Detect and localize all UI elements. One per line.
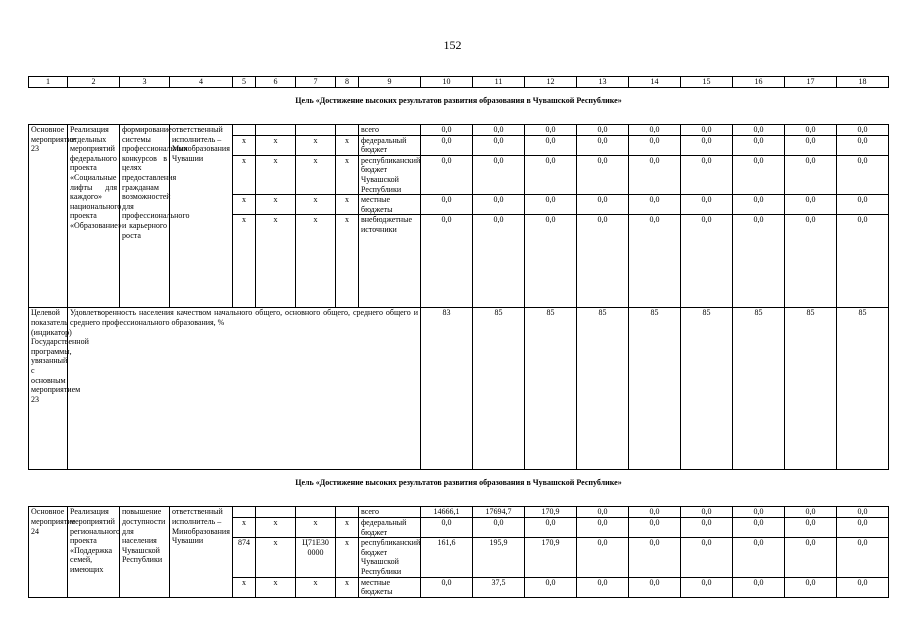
budget-code: x bbox=[296, 195, 336, 215]
funding-value: 0,0 bbox=[525, 155, 577, 194]
indicator-row bbox=[29, 308, 889, 470]
budget-code: x bbox=[336, 135, 359, 155]
column-number: 9 bbox=[359, 77, 421, 88]
funding-value: 14666,1 bbox=[421, 507, 473, 518]
funding-value: 0,0 bbox=[681, 538, 733, 577]
funding-source: республиканский бюджет Чувашской Республики bbox=[359, 155, 421, 194]
budget-code bbox=[336, 507, 359, 518]
funding-value: 0,0 bbox=[629, 215, 681, 308]
goal-row-2 bbox=[29, 470, 889, 499]
budget-code: x bbox=[233, 215, 256, 308]
funding-source: федеральный бюджет bbox=[359, 135, 421, 155]
budget-code: x bbox=[256, 135, 296, 155]
column-number: 3 bbox=[120, 77, 170, 88]
budget-code: x bbox=[256, 577, 296, 597]
funding-value: 0,0 bbox=[837, 135, 889, 155]
budget-code: x bbox=[296, 135, 336, 155]
funding-value: 0,0 bbox=[681, 195, 733, 215]
funding-value: 0,0 bbox=[421, 135, 473, 155]
column-number: 1 bbox=[29, 77, 68, 88]
funding-value: 0,0 bbox=[837, 215, 889, 308]
funding-value: 0,0 bbox=[785, 135, 837, 155]
funding-value: 0,0 bbox=[733, 538, 785, 577]
budget-code bbox=[296, 507, 336, 518]
budget-code: x bbox=[256, 155, 296, 194]
funding-value: 0,0 bbox=[837, 517, 889, 537]
indicator-value: 85 bbox=[525, 308, 577, 470]
column-number: 7 bbox=[296, 77, 336, 88]
funding-value: 0,0 bbox=[785, 507, 837, 518]
funding-value: 0,0 bbox=[681, 517, 733, 537]
budget-code bbox=[233, 507, 256, 518]
funding-value: 0,0 bbox=[629, 538, 681, 577]
funding-value: 0,0 bbox=[785, 517, 837, 537]
funding-value: 0,0 bbox=[629, 155, 681, 194]
funding-value: 0,0 bbox=[837, 577, 889, 597]
funding-value: 0,0 bbox=[733, 577, 785, 597]
budget-code: x bbox=[336, 195, 359, 215]
funding-value: 0,0 bbox=[837, 538, 889, 577]
funding-value: 0,0 bbox=[525, 125, 577, 136]
funding-value: 0,0 bbox=[681, 135, 733, 155]
funding-source: всего bbox=[359, 507, 421, 518]
budget-code: x bbox=[256, 215, 296, 308]
page-number: 152 bbox=[443, 38, 462, 52]
funding-value: 0,0 bbox=[577, 195, 629, 215]
funding-value: 0,0 bbox=[733, 135, 785, 155]
funding-value: 0,0 bbox=[733, 125, 785, 136]
column-number: 11 bbox=[473, 77, 525, 88]
funding-value: 0,0 bbox=[837, 155, 889, 194]
funding-source: всего bbox=[359, 125, 421, 136]
measure-purpose: повышение доступности для населения Чувашской Республики bbox=[120, 507, 170, 597]
column-number: 2 bbox=[68, 77, 120, 88]
budget-code bbox=[233, 125, 256, 136]
column-number: 10 bbox=[421, 77, 473, 88]
measure-name: Основное мероприятие 24 bbox=[29, 507, 68, 597]
budget-code: x bbox=[233, 517, 256, 537]
goal-row-1 bbox=[29, 88, 889, 117]
responsible-executor: ответственный исполнитель – Минобразования Чувашии bbox=[170, 125, 233, 308]
funding-value: 0,0 bbox=[681, 125, 733, 136]
funding-source: республиканский бюджет Чувашской Республики bbox=[359, 538, 421, 577]
funding-value: 0,0 bbox=[785, 155, 837, 194]
funding-value: 0,0 bbox=[473, 135, 525, 155]
measure-title: Реализация мероприятий регионального проекта «Поддержка семей, имеющих bbox=[68, 507, 120, 597]
column-number: 12 bbox=[525, 77, 577, 88]
column-number: 16 bbox=[733, 77, 785, 88]
funding-value: 170,9 bbox=[525, 538, 577, 577]
goal-title-2: Цель «Достижение высоких результатов развития образования в Чувашской Республике» bbox=[295, 478, 622, 488]
funding-value: 17694,7 bbox=[473, 507, 525, 518]
funding-value: 0,0 bbox=[837, 125, 889, 136]
funding-value: 161,6 bbox=[421, 538, 473, 577]
indicator-value: 85 bbox=[837, 308, 889, 470]
budget-code: Ц71Е30 0000 bbox=[296, 538, 336, 577]
funding-value: 0,0 bbox=[785, 125, 837, 136]
funding-value: 0,0 bbox=[681, 507, 733, 518]
budget-code bbox=[256, 507, 296, 518]
funding-value: 0,0 bbox=[525, 135, 577, 155]
funding-value: 0,0 bbox=[473, 155, 525, 194]
funding-value: 0,0 bbox=[421, 195, 473, 215]
funding-value: 0,0 bbox=[525, 215, 577, 308]
measure-purpose: формирование системы профессиональных конкурсов в целях предоставления гражданам возможностей для профессионального и карьерного роста bbox=[120, 125, 170, 308]
funding-value: 0,0 bbox=[785, 195, 837, 215]
funding-value: 0,0 bbox=[733, 155, 785, 194]
responsible-executor: ответственный исполнитель – Минобразования Чувашии bbox=[170, 507, 233, 597]
funding-value: 0,0 bbox=[421, 577, 473, 597]
funding-value: 0,0 bbox=[785, 538, 837, 577]
budget-code bbox=[336, 125, 359, 136]
budget-code: x bbox=[336, 577, 359, 597]
column-number: 18 bbox=[837, 77, 889, 88]
budget-code: x bbox=[233, 155, 256, 194]
funding-value: 0,0 bbox=[629, 517, 681, 537]
budget-code: x bbox=[336, 538, 359, 577]
funding-value: 0,0 bbox=[837, 507, 889, 518]
funding-value: 0,0 bbox=[629, 195, 681, 215]
budget-row bbox=[29, 507, 889, 518]
funding-value: 0,0 bbox=[733, 215, 785, 308]
indicator-value: 85 bbox=[577, 308, 629, 470]
funding-source: внебюджетные источники bbox=[359, 215, 421, 308]
column-number: 13 bbox=[577, 77, 629, 88]
funding-value: 0,0 bbox=[577, 577, 629, 597]
budget-code: x bbox=[296, 215, 336, 308]
funding-value: 0,0 bbox=[629, 135, 681, 155]
budget-code: x bbox=[233, 135, 256, 155]
funding-source: местные бюджеты bbox=[359, 195, 421, 215]
funding-value: 0,0 bbox=[681, 215, 733, 308]
funding-value: 0,0 bbox=[785, 215, 837, 308]
budget-code bbox=[296, 125, 336, 136]
funding-value: 0,0 bbox=[577, 538, 629, 577]
funding-value: 0,0 bbox=[629, 577, 681, 597]
funding-value: 0,0 bbox=[681, 155, 733, 194]
measure-title: Реализация отдельных мероприятий федерального проекта «Социальные лифты для каждого» национального проекта «Образование» bbox=[68, 125, 120, 308]
funding-value: 0,0 bbox=[421, 155, 473, 194]
budget-code: x bbox=[336, 155, 359, 194]
column-number: 4 bbox=[170, 77, 233, 88]
funding-value: 170,9 bbox=[525, 507, 577, 518]
budget-code: x bbox=[336, 215, 359, 308]
budget-code: x bbox=[233, 577, 256, 597]
funding-value: 0,0 bbox=[473, 215, 525, 308]
indicator-value: 85 bbox=[733, 308, 785, 470]
funding-value: 0,0 bbox=[421, 125, 473, 136]
column-number: 8 bbox=[336, 77, 359, 88]
funding-value: 0,0 bbox=[733, 517, 785, 537]
budget-code: x bbox=[296, 577, 336, 597]
funding-value: 0,0 bbox=[577, 507, 629, 518]
indicator-description: Удовлетворенность населения качеством начального общего, основного общего, среднего общего и среднего профессионального образования, % bbox=[68, 308, 421, 470]
funding-value: 195,9 bbox=[473, 538, 525, 577]
funding-value: 0,0 bbox=[577, 135, 629, 155]
budget-code: x bbox=[296, 155, 336, 194]
funding-value: 0,0 bbox=[577, 125, 629, 136]
budget-code: x bbox=[233, 195, 256, 215]
funding-value: 0,0 bbox=[577, 215, 629, 308]
indicator-label: Целевой показатель (индикатор) Государственной программы, увязанный с основным мероприятием 23 bbox=[29, 308, 68, 470]
funding-source: федеральный бюджет bbox=[359, 517, 421, 537]
indicator-value: 85 bbox=[681, 308, 733, 470]
funding-value: 0,0 bbox=[525, 577, 577, 597]
funding-value: 0,0 bbox=[473, 125, 525, 136]
funding-value: 0,0 bbox=[473, 517, 525, 537]
funding-value: 0,0 bbox=[785, 577, 837, 597]
indicator-value: 85 bbox=[473, 308, 525, 470]
indicator-value: 85 bbox=[785, 308, 837, 470]
goal-title-1: Цель «Достижение высоких результатов развития образования в Чувашской Республике» bbox=[295, 96, 622, 105]
funding-value: 0,0 bbox=[473, 195, 525, 215]
column-number: 15 bbox=[681, 77, 733, 88]
column-number: 6 bbox=[256, 77, 296, 88]
budget-code: x bbox=[256, 195, 296, 215]
funding-value: 0,0 bbox=[525, 195, 577, 215]
column-number: 17 bbox=[785, 77, 837, 88]
budget-code: x bbox=[256, 538, 296, 577]
budget-row bbox=[29, 125, 889, 136]
column-number: 5 bbox=[233, 77, 256, 88]
budget-code: x bbox=[296, 517, 336, 537]
funding-value: 0,0 bbox=[733, 195, 785, 215]
funding-value: 0,0 bbox=[629, 125, 681, 136]
measure-name: Основное мероприятие 23 bbox=[29, 125, 68, 308]
funding-value: 0,0 bbox=[525, 517, 577, 537]
funding-value: 0,0 bbox=[837, 195, 889, 215]
funding-value: 0,0 bbox=[421, 215, 473, 308]
funding-value: 0,0 bbox=[681, 577, 733, 597]
budget-code: x bbox=[336, 517, 359, 537]
budget-code bbox=[256, 125, 296, 136]
column-number: 14 bbox=[629, 77, 681, 88]
budget-table bbox=[28, 76, 889, 598]
funding-value: 0,0 bbox=[629, 507, 681, 518]
column-numbers-row bbox=[29, 77, 889, 88]
budget-code: x bbox=[256, 517, 296, 537]
indicator-value: 85 bbox=[629, 308, 681, 470]
funding-value: 0,0 bbox=[733, 507, 785, 518]
funding-value: 0,0 bbox=[577, 517, 629, 537]
funding-source: местные бюджеты bbox=[359, 577, 421, 597]
funding-value: 0,0 bbox=[421, 517, 473, 537]
funding-value: 37,5 bbox=[473, 577, 525, 597]
indicator-value: 83 bbox=[421, 308, 473, 470]
funding-value: 0,0 bbox=[577, 155, 629, 194]
budget-code: 874 bbox=[233, 538, 256, 577]
